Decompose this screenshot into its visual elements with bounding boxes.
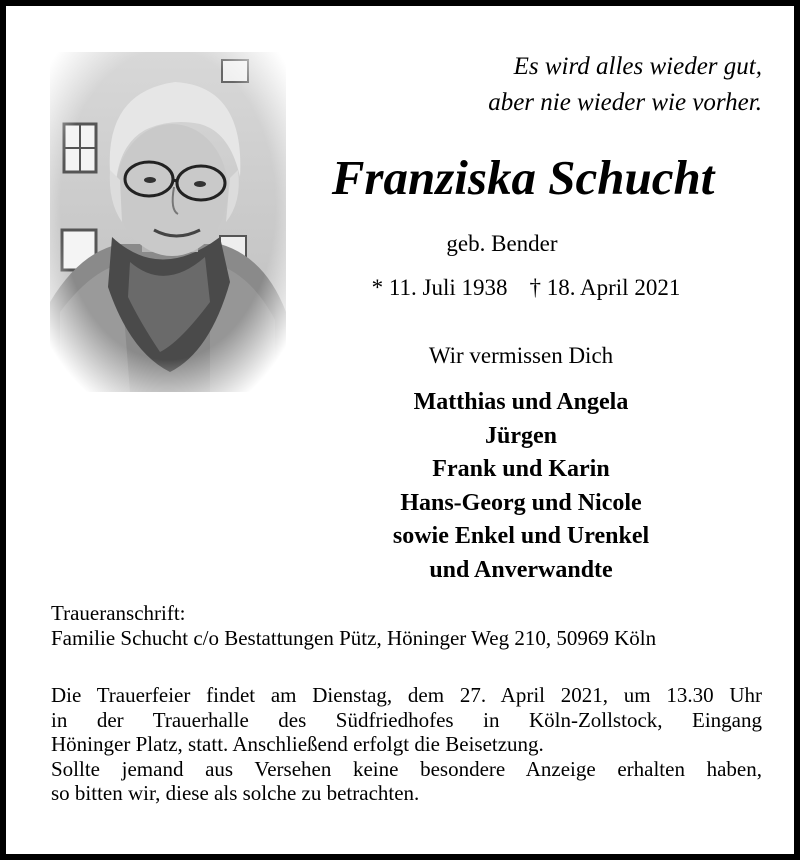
ceremony-line: Die Trauerfeier findet am Dienstag, dem 27. April 2021, um 13.30 Uhr	[51, 683, 762, 707]
life-dates	[316, 272, 736, 304]
maiden-name: geb. Bender	[446, 231, 558, 256]
farewell-message: Wir vermissen Dich	[428, 343, 614, 368]
notice-line: so bitten wir, diese als solche zu betrachten.	[51, 781, 420, 805]
ceremony-line: in der Trauerhalle des Südfriedhofes in Köln-Zollstock, Eingang	[51, 707, 762, 732]
ceremony-paragraph	[51, 683, 762, 806]
portrait-photo	[50, 52, 286, 392]
portrait-photo-icon	[50, 52, 286, 392]
motto-line-2: aber nie wieder wie vorher.	[488, 89, 762, 116]
deceased-name: Franziska Schucht	[331, 150, 715, 205]
notice-line: Sollte jemand aus Versehen keine besondere Anzeige erhalten haben,	[51, 756, 762, 781]
mourner-line: Frank und Karin	[432, 456, 610, 482]
death-date: † 18. April 2021	[529, 275, 681, 300]
address-label: Traueranschrift:	[51, 601, 186, 625]
motto-line-1: Es wird alles wieder gut,	[513, 53, 762, 80]
mourners-list	[336, 386, 706, 587]
address-line: Familie Schucht c/o Bestattungen Pütz, Höninger Weg 210, 50969 Köln	[51, 626, 657, 650]
ceremony-line: Höninger Platz, statt. Anschließend erfolgt die Beisetzung.	[51, 732, 544, 756]
mourner-line: und Anverwandte	[429, 556, 613, 583]
mourner-line: Jürgen	[485, 422, 557, 449]
mourner-line: sowie Enkel und Urenkel	[392, 523, 650, 549]
mourner-line: Hans-Georg und Nicole	[400, 489, 642, 516]
birth-date: * 11. Juli 1938	[371, 275, 508, 300]
mourner-line: Matthias und Angela	[413, 389, 629, 415]
